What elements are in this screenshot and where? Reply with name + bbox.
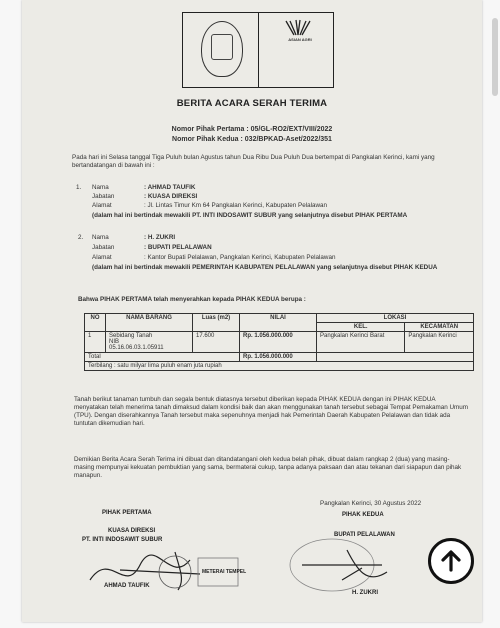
pelalawan-seal-icon xyxy=(201,21,243,77)
party1-nama: : AHMAD TAUFIK xyxy=(144,184,196,191)
party1-alamat: : Jl. Lintas Timur Km 64 Pangkalan Kerinci, Kabupaten Pelalawan xyxy=(144,202,328,209)
scroll-to-top-button[interactable] xyxy=(428,538,474,584)
logo-divider xyxy=(258,13,259,87)
cell-kecamatan: Pangkalan Kerinci xyxy=(405,332,474,353)
pihak-pertama-label: PIHAK PERTAMA xyxy=(102,510,152,516)
signature-pihak-kedua xyxy=(272,530,422,595)
nomor-pihak-pertama: Nomor Pihak Pertama : 05/GL-RO2/EXT/VIII/2022 xyxy=(171,126,333,133)
th-kel: KEL. xyxy=(317,323,405,332)
paragraph-demikian: Demikian Berita Acara Serah Terima ini dibuat dan ditandatangani oleh kedua belah pihak, dibuat dalam rangkap 2 (dua) yang masing-masing mempunyai kekuatan pembuktian yang sama, bermaterai cukup, tanpa adanya paksaan dan atau tekanan dari siapapun dan pihak manapun. xyxy=(74,456,462,479)
party1-number: 1. xyxy=(76,184,82,191)
name-pihak-pertama: AHMAD TAUFIK xyxy=(104,583,150,589)
party1-nama-label: Nama xyxy=(92,184,109,191)
cell-nama-barang xyxy=(106,332,193,353)
party2-nama-label: Nama xyxy=(92,234,109,241)
pihak-kedua-label: PIHAK KEDUA xyxy=(342,512,384,518)
name-pihak-kedua: H. ZUKRI xyxy=(352,590,378,596)
bupati-label: BUPATI PELALAWAN xyxy=(334,532,395,538)
cell-nilai: Rp. 1.056.000.000 xyxy=(240,332,317,353)
logo-header xyxy=(182,12,334,88)
cell-kel: Pangkalan Kerinci Barat xyxy=(317,332,405,353)
land-table xyxy=(84,313,474,371)
party1-desc: (dalam hal ini bertindak mewakili PT. INTI INDOSAWIT SUBUR yang selanjutnya disebut PIHAK PERTAMA xyxy=(92,212,408,219)
th-nilai: NILAI xyxy=(240,314,317,332)
transfer-line: Bahwa PIHAK PERTAMA telah menyerahkan kepada PIHAK KEDUA berupa : xyxy=(78,296,306,303)
cell-terbilang: Terbilang : satu milyar lima puluh enam juta rupiah xyxy=(85,362,474,371)
party2-jabatan-label: Jabatan xyxy=(92,244,115,251)
document-title: BERITA ACARA SERAH TERIMA xyxy=(176,98,328,109)
cell-luas: 17.600 xyxy=(193,332,240,353)
th-kecamatan: KECAMATAN xyxy=(405,323,474,332)
nomor-pihak-kedua: Nomor Pihak Kedua : 032/BPKAD-Aset/2022/351 xyxy=(172,136,332,143)
cell-no: 1 xyxy=(85,332,106,353)
scrollbar[interactable] xyxy=(492,18,498,96)
party1-jabatan: : KUASA DIREKSI xyxy=(144,193,198,200)
party2-nama: : H. ZUKRI xyxy=(144,234,176,241)
th-nama-barang: NAMA BARANG xyxy=(106,314,193,332)
table-terbilang-row xyxy=(85,362,474,371)
party2-desc: (dalam hal ini bertindak mewakili PEMERINTAH KABUPATEN PELALAWAN yang selanjutnya disebut PIHAK KEDUA xyxy=(92,264,438,271)
table-row xyxy=(85,332,474,353)
th-luas: Luas (m2) xyxy=(193,314,240,332)
meterai-label: METERAI TEMPEL xyxy=(202,569,247,575)
paragraph-tanah: Tanah berikut tanaman tumbuh dan segala bentuk diatasnya tersebut diberikan kepada PIHAK KEDUA dengan ini PIHAK KEDUA menyatakan telah menerima tanah dimaksud dalam kondisi baik dan akan menggunakan tanah tersebut sebagai Tempat Pemakaman Umum (TPU). Dengan diserahkannya Tanah tersebut maka sepenuhnya menjadi hak Pemerintah Daerah Kabupaten Pelalawan dan tidak ada tuntutan dikemudian hari. xyxy=(74,396,469,427)
cell-total-label: Total xyxy=(85,353,240,362)
party2-jabatan: : BUPATI PELALAWAN xyxy=(144,244,212,251)
cell-total-value: Rp. 1.056.000.000 xyxy=(240,353,317,362)
document-page xyxy=(22,0,482,622)
th-lokasi: LOKASI xyxy=(317,314,474,323)
party2-alamat-label: Alamat xyxy=(92,254,112,261)
party2-number: 2. xyxy=(78,234,84,241)
cell-nama-text: Sebidang Tanah xyxy=(109,333,153,339)
asian-agri-logo-icon xyxy=(278,19,318,39)
th-no: NO xyxy=(85,314,106,332)
place-date: Pangkalan Kerinci, 30 Agustus 2022 xyxy=(320,500,422,507)
arrow-up-icon xyxy=(438,548,464,574)
cell-nib-label: NIB xyxy=(109,339,120,345)
pt-name: PT. INTI INDOSAWIT SUBUR xyxy=(82,537,163,543)
party1-alamat-label: Alamat xyxy=(92,202,112,209)
party1-jabatan-label: Jabatan xyxy=(92,193,115,200)
cell-nib-value: 05.16.06.03.1.05911 xyxy=(109,345,164,351)
table-total-row xyxy=(85,353,474,362)
kuasa-direksi-label: KUASA DIREKSI xyxy=(108,528,156,534)
asian-agri-text: ASIAN AGRI xyxy=(288,37,312,42)
party2-alamat: : Kantor Bupati Pelalawan, Pangkalan Kerinci, Kabupaten Pelalawan xyxy=(144,254,336,261)
intro-paragraph: Pada hari ini Selasa tanggal Tiga Puluh bulan Agustus tahun Dua Ribu Dua Puluh Dua bertempat di Pangkalan Kerinci, kami yang bertandatangan di bawah ini : xyxy=(72,154,435,169)
